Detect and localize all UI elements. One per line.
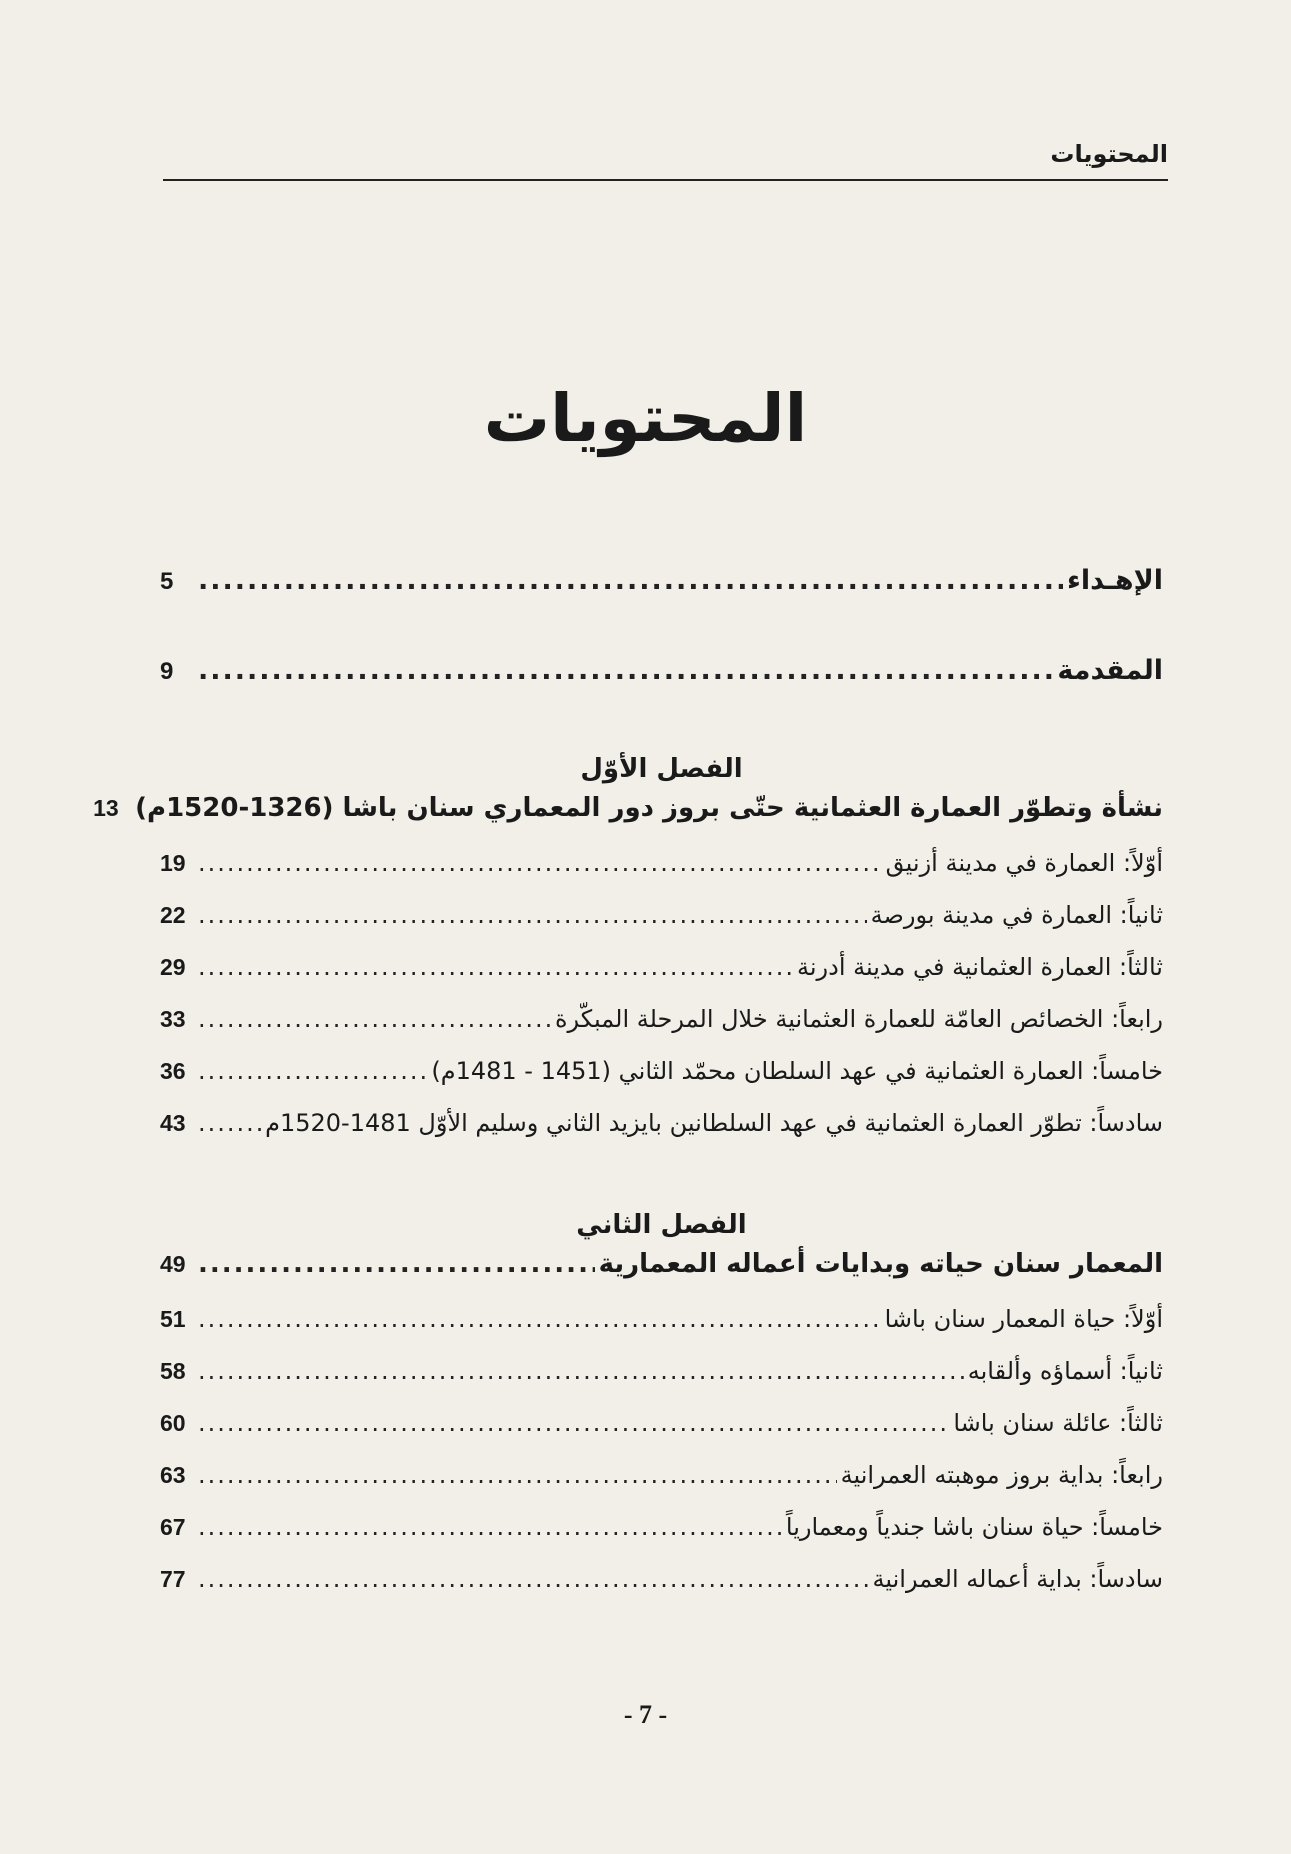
- toc-entry-label: أوّلاً: حياة المعمار سنان باشا: [884, 1305, 1163, 1333]
- dot-leader: [198, 1357, 964, 1385]
- toc-page-number: 36: [160, 1058, 186, 1084]
- toc-page-number: 9: [160, 658, 174, 685]
- toc-page-number: 58: [160, 1358, 186, 1384]
- toc-page-number: 51: [160, 1306, 186, 1332]
- toc-entry-label: ثالثاً: العمارة العثمانية في مدينة أدرنة: [797, 953, 1163, 981]
- toc-page-number: 13: [93, 795, 119, 821]
- dot-leader: [198, 1461, 837, 1489]
- toc-entry[interactable]: [160, 1461, 1163, 1513]
- toc-entry[interactable]: [160, 1305, 1163, 1357]
- toc-page-number: 43: [160, 1110, 186, 1136]
- toc-entry-label: أوّلاً: العمارة في مدينة أزنيق: [885, 849, 1163, 877]
- dot-leader: [198, 849, 882, 877]
- toc-entry-label: خامساً: حياة سنان باشا جندياً ومعمارياً: [785, 1513, 1163, 1541]
- toc-entry[interactable]: [160, 849, 1163, 901]
- toc-entry-dedication[interactable]: [160, 565, 1163, 621]
- running-header: المحتويات: [1050, 140, 1168, 168]
- toc-entry[interactable]: [160, 1357, 1163, 1409]
- toc-entry-label: ثانياً: أسماؤه وألقابه: [967, 1357, 1163, 1385]
- dot-leader: [198, 1305, 881, 1333]
- toc-entry-label: رابعاً: الخصائص العامّة للعمارة العثمانية خلال المرحلة المبكّرة: [554, 1005, 1163, 1033]
- dot-leader: [198, 655, 1053, 686]
- toc-entry[interactable]: [160, 901, 1163, 953]
- toc-page-number: 63: [160, 1462, 186, 1488]
- dot-leader: [198, 1057, 427, 1085]
- chapter-heading: الفصل الأوّل: [580, 754, 743, 784]
- toc-entry-label: ثانياً: العمارة في مدينة بورصة: [870, 901, 1163, 929]
- dot-leader: [198, 953, 793, 981]
- toc-page-number: 19: [160, 850, 186, 876]
- table-of-contents: [93, 565, 1163, 1617]
- toc-entry-chapter-title[interactable]: [160, 1249, 1163, 1305]
- toc-entry[interactable]: [160, 1057, 1163, 1109]
- toc-entry[interactable]: [160, 1005, 1163, 1057]
- toc-entry[interactable]: [160, 953, 1163, 1005]
- toc-page-number: 22: [160, 902, 186, 928]
- toc-entry-label: نشأة وتطوّر العمارة العثمانية حتّى بروز دور المعماري سنان باشا (1326-1520م): [135, 793, 1163, 823]
- toc-page-number: 49: [160, 1251, 186, 1277]
- toc-entry[interactable]: [160, 1513, 1163, 1565]
- page-number: - 7 -: [623, 1700, 668, 1729]
- toc-entry-label: سادساً: تطوّر العمارة العثمانية في عهد السلطانين بايزيد الثاني وسليم الأوّل 1481-1520م: [265, 1109, 1163, 1137]
- dot-leader: [198, 1565, 869, 1593]
- toc-entry-introduction[interactable]: [160, 655, 1163, 711]
- toc-entry-label: المقدمة: [1057, 655, 1163, 686]
- toc-page-number: 77: [160, 1566, 186, 1592]
- toc-entry-label: الإهـداء: [1067, 565, 1163, 596]
- toc-entry-label: رابعاً: بداية بروز موهبته العمرانية: [840, 1461, 1163, 1489]
- dot-leader: [198, 1409, 949, 1437]
- dot-leader: [198, 565, 1063, 596]
- toc-page-number: 67: [160, 1514, 186, 1540]
- toc-entry-label: سادساً: بداية أعماله العمرانية: [872, 1565, 1163, 1593]
- toc-page-number: 29: [160, 954, 186, 980]
- header-rule: [163, 179, 1168, 181]
- toc-entry-label: ثالثاً: عائلة سنان باشا: [953, 1409, 1163, 1437]
- page-title: المحتويات: [483, 380, 808, 457]
- dot-leader: [198, 1513, 782, 1541]
- toc-entry[interactable]: [160, 1565, 1163, 1617]
- dot-leader: [198, 901, 867, 929]
- toc-entry-chapter-title[interactable]: [93, 793, 1163, 849]
- toc-entry[interactable]: [160, 1109, 1163, 1161]
- dot-leader: [198, 1109, 261, 1137]
- toc-entry-label: خامساً: العمارة العثمانية في عهد السلطان محمّد الثاني (1451 - 1481م): [431, 1057, 1163, 1085]
- dot-leader: [198, 1005, 551, 1033]
- toc-page-number: 33: [160, 1006, 186, 1032]
- toc-page-number: 5: [160, 568, 174, 595]
- toc-entry[interactable]: [160, 1409, 1163, 1461]
- toc-page-number: 60: [160, 1410, 186, 1436]
- toc-entry-label: المعمار سنان حياته وبدايات أعماله المعمارية: [598, 1249, 1163, 1279]
- dot-leader: [198, 1249, 595, 1279]
- chapter-heading: الفصل الثاني: [576, 1210, 747, 1240]
